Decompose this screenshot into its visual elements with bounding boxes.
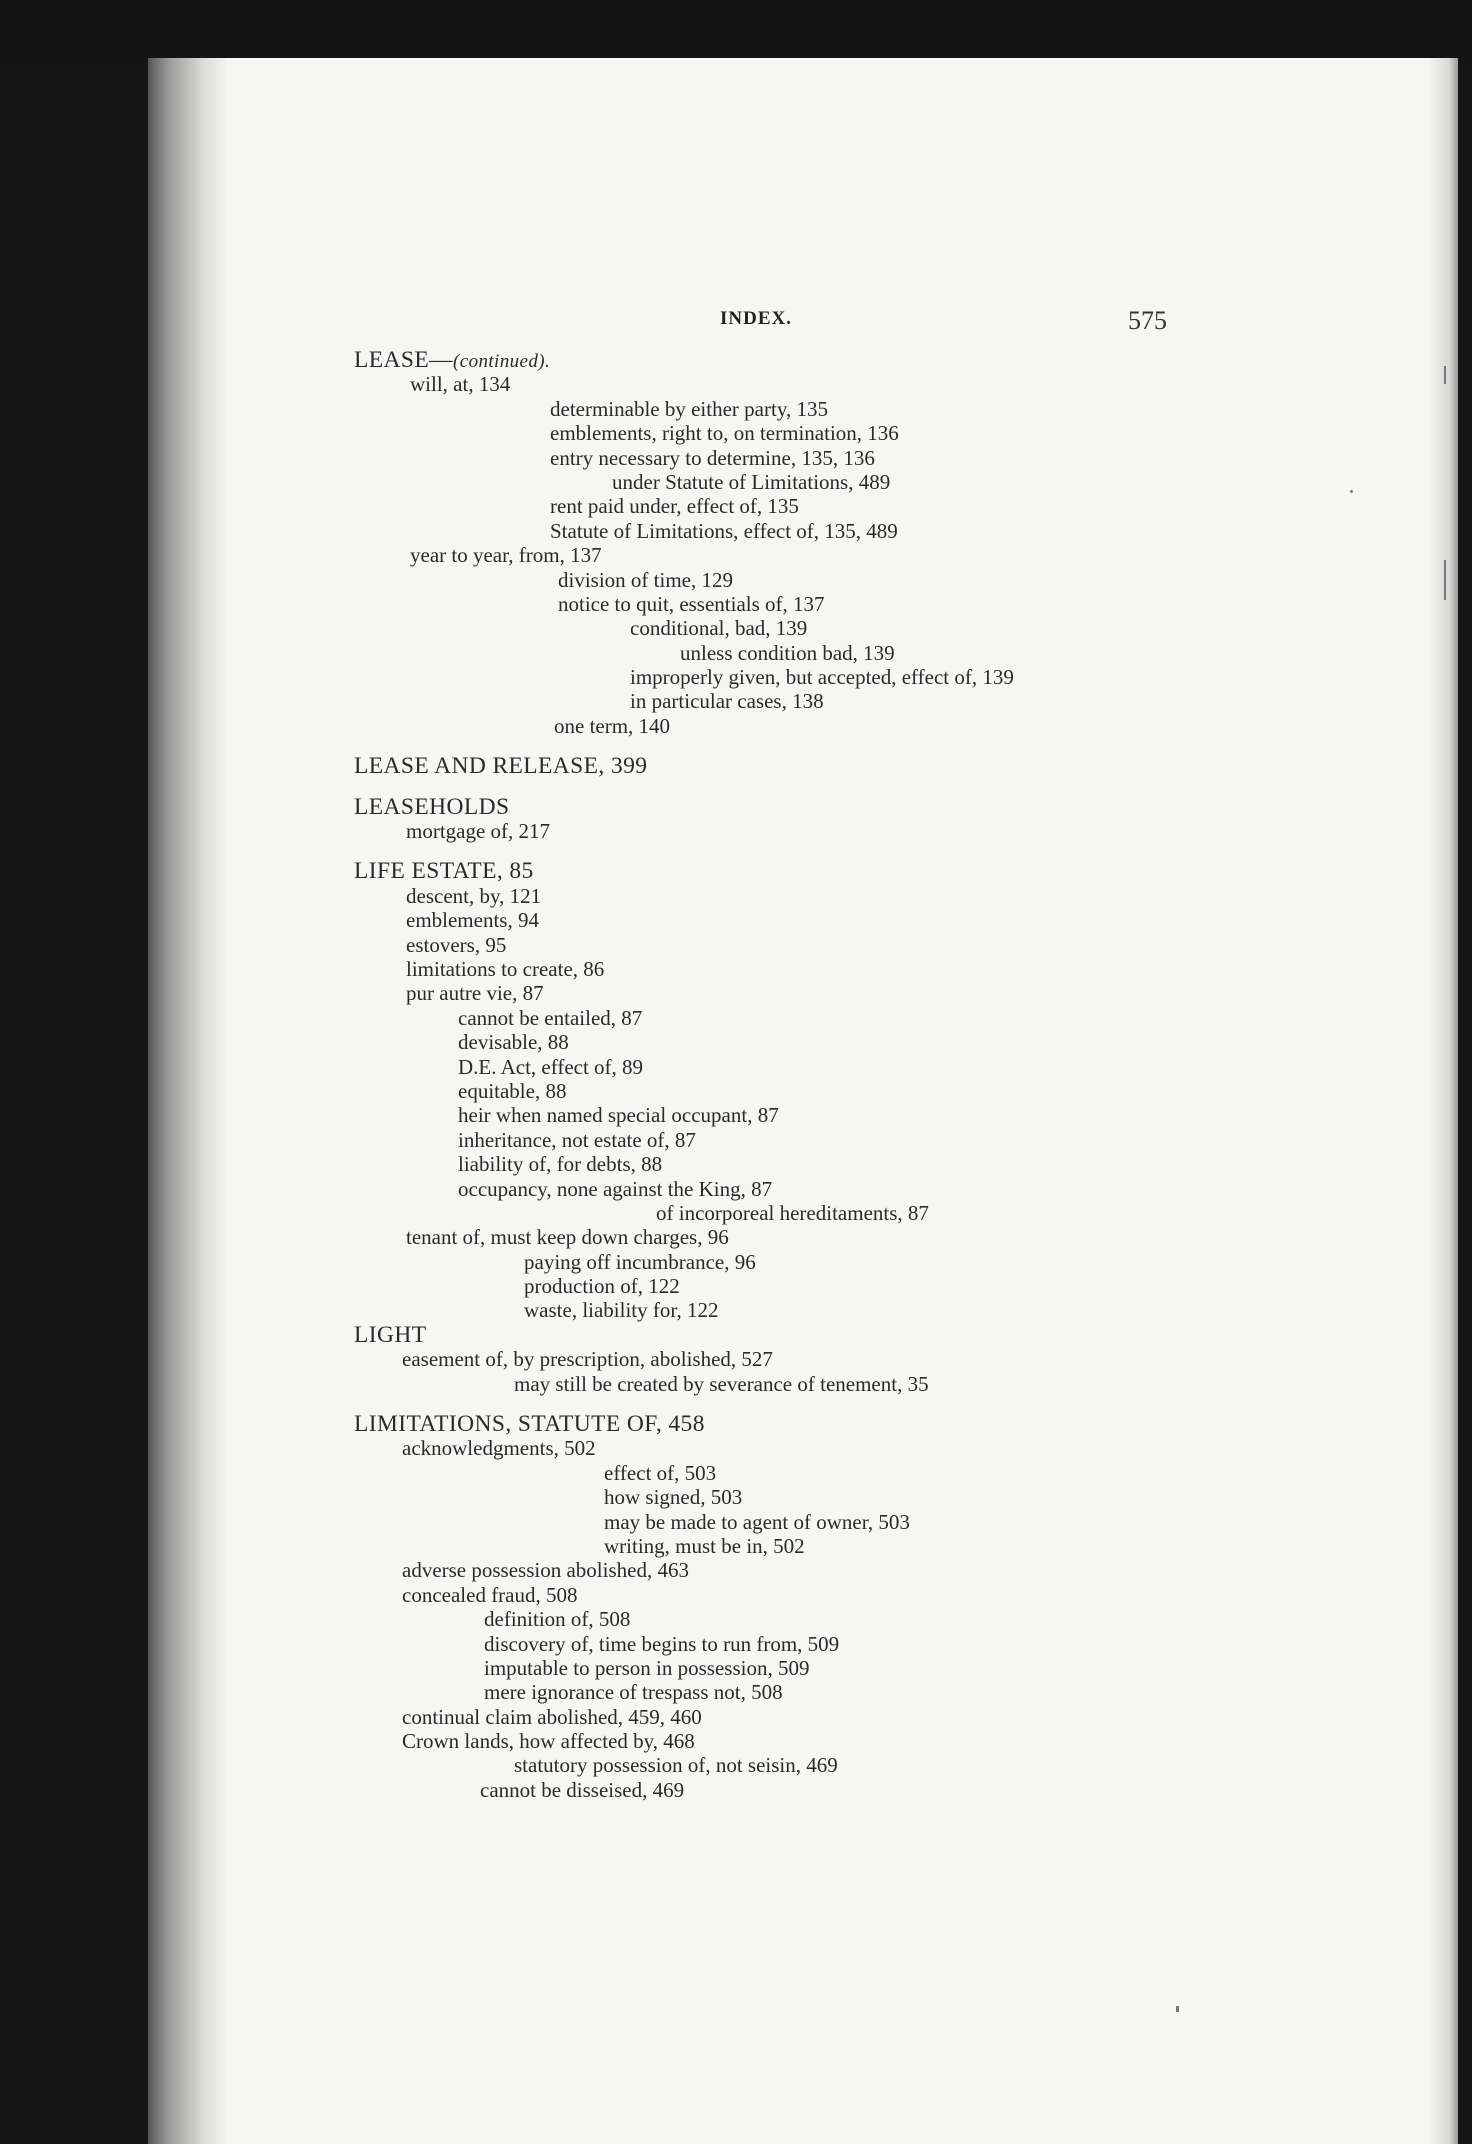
- index-entry: cannot be entailed, 87: [458, 1005, 643, 1030]
- index-entry: occupancy, none against the King, 87: [458, 1176, 773, 1201]
- index-heading: LEASE AND RELEASE, 399: [354, 753, 648, 780]
- index-entry: cannot be disseised, 469: [480, 1777, 685, 1802]
- index-entry: production of, 122: [524, 1274, 680, 1299]
- page-gutter-shadow: [148, 58, 228, 2144]
- index-entry: how signed, 503: [604, 1485, 743, 1510]
- scan-mark: [1444, 366, 1446, 384]
- index-entry: may be made to agent of owner, 503: [604, 1509, 910, 1534]
- running-title: INDEX.: [720, 308, 792, 329]
- index-entry: inheritance, not estate of, 87: [458, 1127, 696, 1152]
- index-entry: mortgage of, 217: [406, 819, 551, 844]
- index-entry: of incorporeal hereditaments, 87: [656, 1200, 929, 1225]
- index-entry: heir when named special occupant, 87: [458, 1103, 779, 1128]
- index-heading: LIGHT: [354, 1321, 427, 1348]
- index-entry: one term, 140: [554, 713, 671, 738]
- scan-mark: [1176, 2006, 1179, 2012]
- continued-note: (continued).: [453, 351, 551, 372]
- index-entry: determinable by either party, 135: [550, 396, 828, 421]
- index-entry: in particular cases, 138: [630, 689, 824, 714]
- index-entries: [354, 348, 1354, 1802]
- index-heading: LEASEHOLDS: [354, 793, 510, 820]
- index-entry: liability of, for debts, 88: [458, 1152, 663, 1177]
- index-entry: limitations to create, 86: [406, 956, 605, 981]
- page-number: 575: [1128, 306, 1167, 335]
- index-entry: division of time, 129: [558, 567, 733, 592]
- index-entry: notice to quit, essentials of, 137: [558, 591, 825, 616]
- scan-mark: [1444, 560, 1446, 600]
- index-entry: effect of, 503: [604, 1460, 717, 1485]
- index-entry: equitable, 88: [458, 1078, 567, 1103]
- index-entry: writing, must be in, 502: [604, 1533, 805, 1558]
- index-heading: [354, 348, 1354, 372]
- index-entry: acknowledgments, 502: [402, 1436, 596, 1461]
- index-entry: imputable to person in possession, 509: [484, 1655, 810, 1680]
- index-entry: unless condition bad, 139: [680, 640, 895, 665]
- index-entry: discovery of, time begins to run from, 509: [484, 1631, 840, 1656]
- index-heading: LIFE ESTATE, 85: [354, 858, 534, 885]
- index-entry: conditional, bad, 139: [630, 616, 808, 641]
- index-entry: pur autre vie, 87: [406, 981, 544, 1006]
- heading-text: LEASE—: [354, 347, 454, 373]
- index-entry: easement of, by prescription, abolished, 527: [402, 1347, 773, 1372]
- index-entry: entry necessary to determine, 135, 136: [550, 445, 875, 470]
- index-entry: waste, liability for, 122: [524, 1298, 719, 1323]
- index-entry: emblements, right to, on termination, 136: [550, 421, 899, 446]
- index-entry: paying off incumbrance, 96: [524, 1249, 756, 1274]
- index-entry: mere ignorance of trespass not, 508: [484, 1680, 783, 1705]
- index-entry: improperly given, but accepted, effect of, 139: [630, 665, 1014, 690]
- index-entry: Statute of Limitations, effect of, 135, 489: [550, 518, 898, 543]
- index-entry: devisable, 88: [458, 1030, 569, 1055]
- index-entry: under Statute of Limitations, 489: [612, 469, 891, 494]
- index-entry: year to year, from, 137: [410, 543, 602, 568]
- index-entry: adverse possession abolished, 463: [402, 1558, 689, 1583]
- index-entry: tenant of, must keep down charges, 96: [406, 1225, 729, 1250]
- index-entry: definition of, 508: [484, 1607, 631, 1632]
- index-entry: continual claim abolished, 459, 460: [402, 1704, 702, 1729]
- index-entry: emblements, 94: [406, 908, 539, 933]
- index-heading: LIMITATIONS, STATUTE OF, 458: [354, 1411, 705, 1438]
- index-entry: statutory possession of, not seisin, 469: [514, 1753, 838, 1778]
- index-entry: rent paid under, effect of, 135: [550, 494, 799, 519]
- index-entry: D.E. Act, effect of, 89: [458, 1054, 644, 1079]
- page-header: [0, 308, 1472, 342]
- index-entry: Crown lands, how affected by, 468: [402, 1729, 695, 1754]
- index-entry: estovers, 95: [406, 932, 507, 957]
- index-entry: concealed fraud, 508: [402, 1582, 578, 1607]
- index-entry: will, at, 134: [410, 372, 511, 397]
- page-right-edge: [1428, 58, 1458, 2144]
- scan-top-border: [0, 0, 1472, 62]
- index-entry: may still be created by severance of tenement, 35: [514, 1371, 929, 1396]
- index-entry: descent, by, 121: [406, 883, 542, 908]
